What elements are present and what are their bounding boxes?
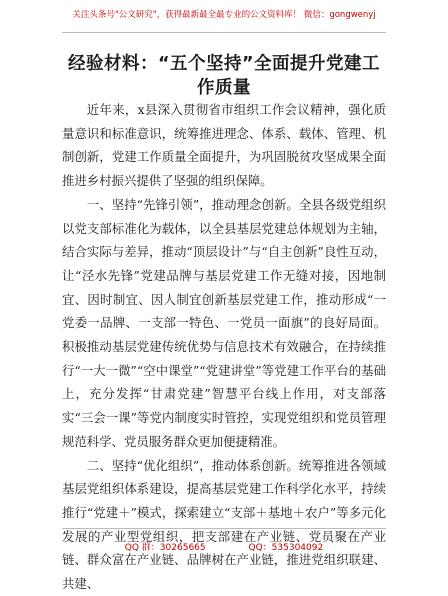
footer-divider — [62, 528, 386, 529]
document-body — [62, 98, 386, 596]
footer-qq-group: QQ 群：30265665 — [124, 543, 206, 553]
paragraph-intro: 近年来，x县深入贯彻省市组织工作会议精神，强化质量意识和标准意识，统筹推进理念、体系、载体、管理、机制创新，党建工作质量全面提升，为巩固脱贫攻坚成果全面推进乡村振兴提供了坚强的组织保障。 — [62, 102, 386, 189]
header-divider — [62, 32, 386, 33]
document-title: 经验材料：“五个坚持”全面提升党建工作质量 — [67, 54, 380, 98]
footer-qq-contact: QQ：535304092 — [248, 543, 324, 553]
header-banner: 关注头条号"公文研究"，获得最新最全最专业的公文资料库！ 微信：gongwenyj — [72, 10, 376, 20]
footer — [0, 540, 448, 553]
paragraph-section-2: 二、坚持“优化组织”，推动体系创新。统筹推进各领域基层党组织体系建设，提高基层党建工作科学化水平，持续推行“党建＋”模式，探索建立“支部＋基地＋农户”等多元化发展的产业型党组织，把支部建在产业链、党员聚在产业链、群众富在产业链、品牌树在产业链，推进党组织联建、共建、 — [62, 457, 386, 592]
paragraph-section-1: 一、坚持“先锋引领”，推动理念创新。全县各级党组织以党支部标准化为载体，以全县基层党建总体规划为主轴，结合实际与差异，推动“顶层设计”与“自主创新”良性互动，让“泾水先锋”党建品牌与基层党建工作无缝对接，因地制宜、因时制宜、因人制宜创新基层党建工作，推动形成“一党委一品牌、一支部一特色、一党员一面旗”的良好局面。积极推动基层党建传统优势与信息技术有效融合，在持续推行“一大一微”“空中课堂”“党建讲堂”等党建工作平台的基础上，充分发挥“甘肃党建”智慧平台线上作用，对支部落实“三会一课”等党内制度实时管控，实现党组织和党员管理规范科学、党员服务群众更加便捷精准。 — [62, 196, 386, 449]
